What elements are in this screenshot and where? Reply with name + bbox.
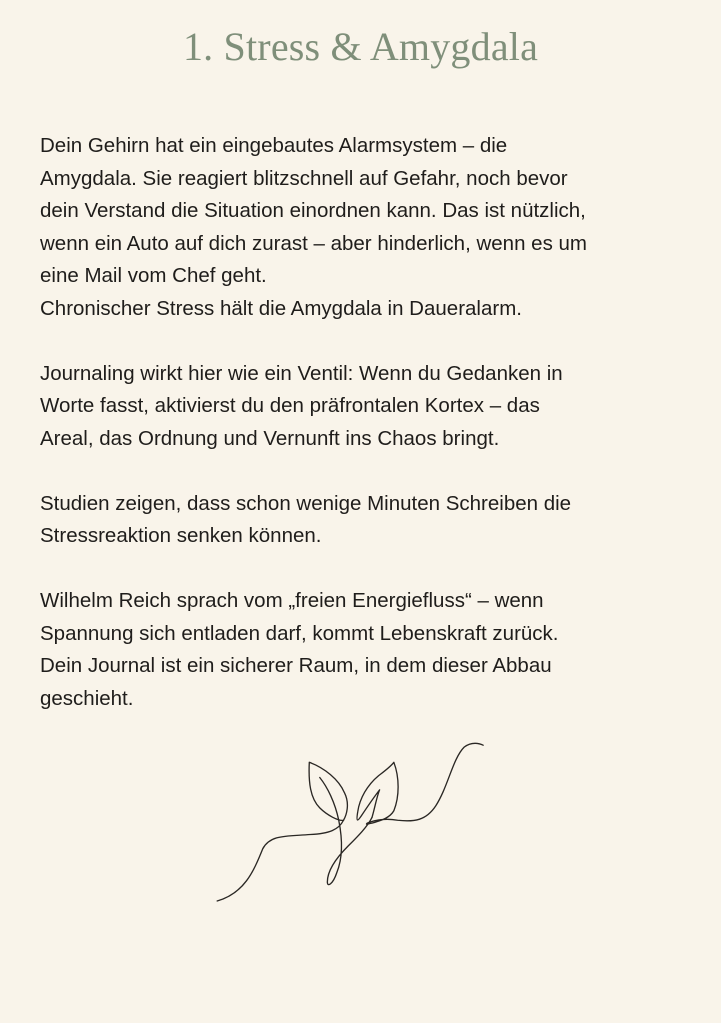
text-line: Spannung sich entladen darf, kommt Lebenskraft zurück. [40, 621, 559, 645]
text-line: eine Mail vom Chef geht. [40, 264, 267, 287]
text-line: Dein Journal ist ein sicherer Raum, in dem dieser Abbau [40, 654, 552, 677]
text-line: geschieht. [40, 686, 134, 710]
paragraph-journaling [40, 358, 680, 456]
text-line: Studien zeigen, dass schon wenige Minuten Schreiben die [40, 491, 572, 515]
paragraph-reich [40, 585, 680, 715]
text-line: Areal, das Ordnung und Vernunft ins Chaos bringt. [40, 426, 500, 450]
sprout-leaves-line-art-icon [208, 730, 498, 920]
text-line: Amygdala. Sie reagiert blitzschnell auf Gefahr, noch bevor [40, 166, 568, 190]
body-text [40, 130, 680, 748]
text-line: Stressreaktion senken können. [40, 524, 322, 547]
text-line: Wilhelm Reich sprach vom „freien Energiefluss“ – wenn [40, 589, 544, 612]
text-line: dein Verstand die Situation einordnen kann. Das ist nützlich, [40, 199, 586, 222]
text-line: Journaling wirkt hier wie ein Ventil: Wenn du Gedanken in [40, 361, 563, 385]
text-line: Dein Gehirn hat ein eingebautes Alarmsystem – die [40, 134, 508, 157]
text-line: Chronischer Stress hält die Amygdala in Daueralarm. [40, 296, 522, 320]
text-line: wenn ein Auto auf dich zurast – aber hinderlich, wenn es um [40, 231, 587, 255]
text-line: Worte fasst, aktivierst du den präfrontalen Kortex – das [40, 394, 540, 417]
paragraph-studies [40, 488, 680, 553]
paragraph-amygdala [40, 130, 680, 325]
page-title: 1. Stress & Amygdala [182, 24, 539, 69]
